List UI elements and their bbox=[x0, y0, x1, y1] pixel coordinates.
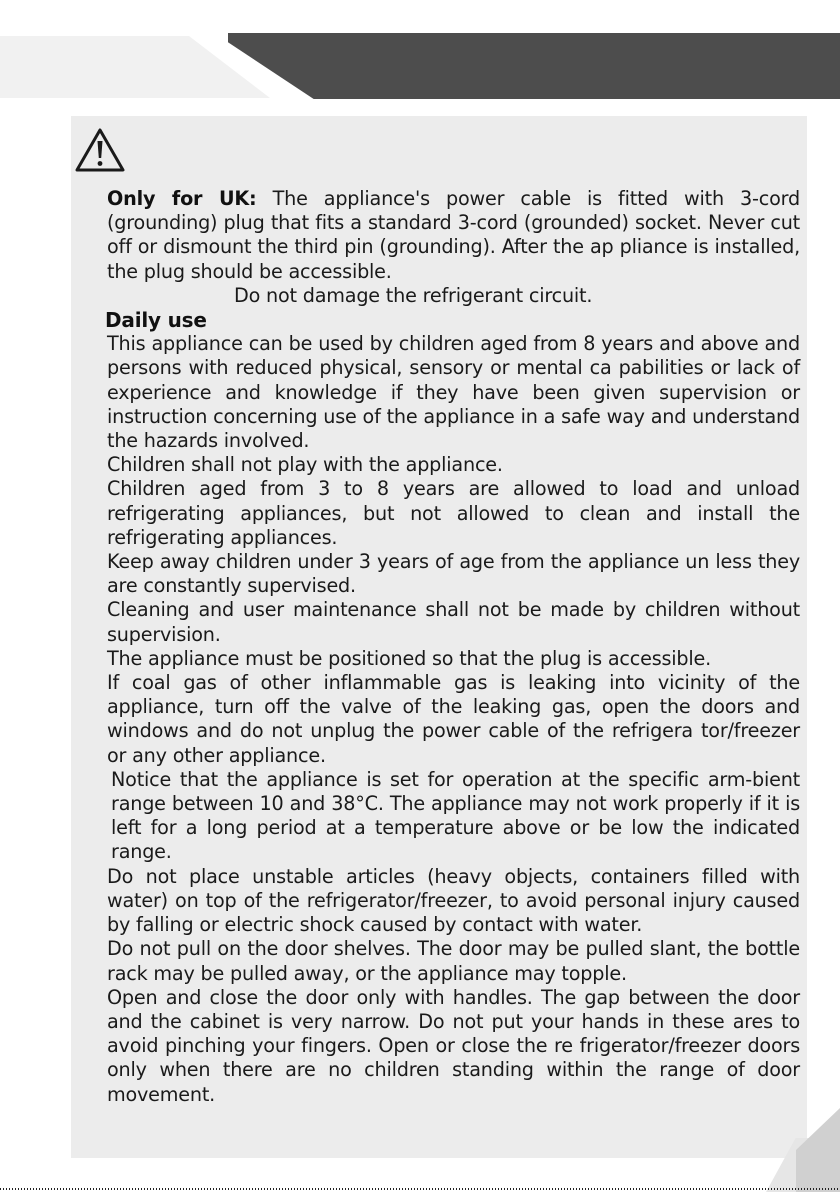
daily-use-paragraph: If coal gas of other inflammable gas is leaking into vicinity of the appliance, turn off the valve of the leaking gas, open the doors and windows and do not unplug the power cable of the refrigera tor/freezer or any other appliance. bbox=[107, 671, 800, 767]
uk-label: Only for UK: bbox=[107, 187, 257, 210]
daily-use-paragraph: The appliance must be positioned so that the plug is accessible. bbox=[107, 646, 712, 670]
daily-use-paragraph: Children aged from 3 to 8 years are allowed to load and unload refrigerating appliances, but not allowed to clean and install the refrigerating appliances. bbox=[107, 477, 800, 549]
uk-paragraph bbox=[107, 187, 800, 284]
header-left-tab bbox=[0, 36, 270, 98]
header-right-banner bbox=[228, 33, 840, 99]
uk-text: The appliance's power cable is fitted with 3-cord (grounding) plug that fits a standard 3-cord (grounded) socket. Never cut off or dismount the third pin (grounding). After the ap pliance is installed, the plug should be accessible. bbox=[107, 187, 800, 283]
bottom-crop-rule bbox=[0, 1188, 840, 1190]
daily-use-paragraph: Do not pull on the door shelves. The door may be pulled slant, the bottle rack may be pulled away, or the appliance may topple. bbox=[107, 937, 800, 985]
daily-use-paragraph: Notice that the appliance is set for operation at the specific arm-bient range between 10 and 38°C. The appliance may not work properly if it is left for a long period at a temperature above or be low the indicated range. bbox=[111, 767, 800, 864]
daily-use-paragraph: Open and close the door only with handles. The gap between the door and the cabinet is very narrow. Do not put your hands in these ares to avoid pinching your fingers. Open or close the re frigerator/freezer doors only when there are no children standing within the range of door movement. bbox=[107, 985, 800, 1106]
refrigerant-warning: Do not damage the refrigerant circuit. bbox=[234, 283, 593, 307]
daily-use-heading: Daily use bbox=[105, 308, 207, 333]
warning-triangle-icon bbox=[74, 127, 126, 173]
daily-use-paragraph: Children shall not play with the appliance. bbox=[107, 453, 503, 477]
safety-text bbox=[107, 187, 800, 1107]
daily-use-paragraph: Keep away children under 3 years of age from the appliance un less they are constantly supervised. bbox=[107, 550, 800, 598]
daily-use-paragraph: Cleaning and user maintenance shall not be made by children without supervision. bbox=[107, 598, 800, 646]
daily-use-paragraph: This appliance can be used by children aged from 8 years and above and persons with reduced physical, sensory or mental ca pabilities or lack of experience and knowledge if they have been given supervision or instruction concerning use of the appliance in a safe way and understand the hazards involved. bbox=[107, 332, 800, 453]
daily-use-paragraph: Do not place unstable articles (heavy objects, containers filled with water) on top of the refrigerator/freezer, to avoid personal injury caused by falling or electric shock caused by contact with water. bbox=[107, 864, 800, 937]
